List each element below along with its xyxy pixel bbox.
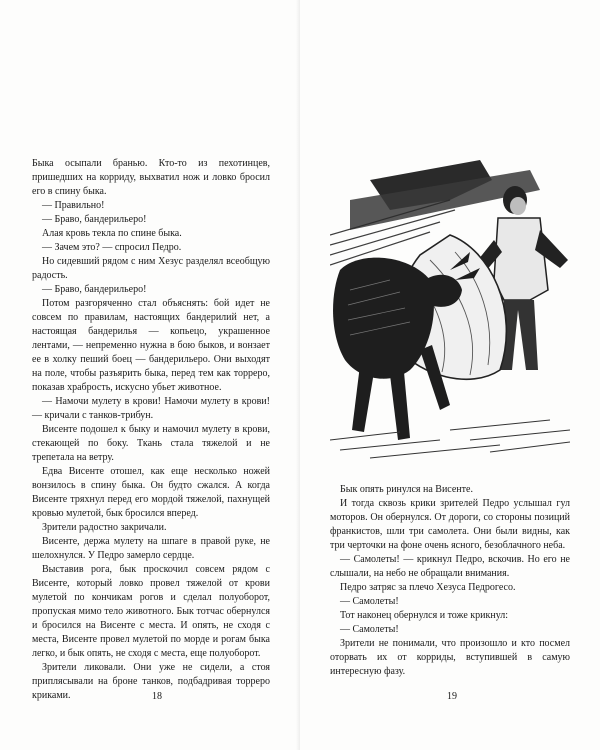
paragraph: Висенте подошел к быку и намочил мулету в крови, стекающей по боку. Ткань стала тяжелой и не трепетала на ветру. — [32, 424, 270, 463]
left-page-text — [32, 157, 270, 703]
paragraph: Выставив рога, бык проскочил совсем рядом с Висенте, который ловко провел тяжелой от крови мулетой по кончикам рогов и сделал полуоборот, пропуская мимо тело животного. Бык тотчас обернулся и бросился на Висенте с места. И опять, не сходя с места, Висенте провел мулетой по морде и рогам быка легко, и бык опять, не сходя с места, еще полуоборот. — [32, 564, 270, 659]
paragraph: — Зачем это? — спросил Педро. — [42, 242, 182, 253]
paragraph: — Браво, бандерильеро! — [42, 214, 147, 225]
page-number-right: 19 — [447, 691, 457, 702]
paragraph: — Правильно! — [42, 200, 105, 211]
paragraph: — Браво, бандерильеро! — [42, 284, 147, 295]
page-number-left: 18 — [152, 691, 162, 702]
right-page-text — [330, 483, 570, 679]
paragraph: Едва Висенте отошел, как еще несколько ножей вонзилось в спину быка. Он будто сжался. А когда Висенте тряхнул перед его мордой тяжелой, пахнущей кровью мулетой, бык бросился вперед. — [32, 466, 270, 519]
paragraph: — Самолеты! — [340, 624, 399, 635]
paragraph: — Намочи мулету в крови! Намочи мулету в крови! — кричали с танков-трибун. — [32, 396, 270, 421]
paragraph: Бык опять ринулся на Висенте. — [340, 484, 473, 495]
paragraph: Педро затряс за плечо Хезуса Педрогесо. — [340, 582, 516, 593]
paragraph: И тогда сквозь крики зрителей Педро услышал гул моторов. Он обернулся. От дороги, со стороны позиций франкистов, шли три самолета. Они были видны, как три черточки на фоне очень ясного, безоблачного неба. — [330, 498, 570, 551]
paragraph: Тот наконец обернулся и тоже крикнул: — [340, 610, 509, 621]
paragraph: Алая кровь текла по спине быка. — [42, 228, 182, 239]
paragraph: Зрители радостно закричали. — [42, 522, 167, 533]
paragraph: Быка осыпали бранью. Кто-то из пехотинцев, пришедших на корриду, выхватил нож и ловко бросил его в спину быка. — [32, 158, 270, 197]
paragraph: Зрители не понимали, что произошло и кто посмел оторвать их от корриды, вступившей в самую интересную фазу. — [330, 638, 570, 677]
bullfight-illustration — [330, 140, 570, 470]
paragraph: Зрители ликовали. Они уже не сидели, а стоя приплясывали на броне танков, подбадривая торреро криками. — [32, 662, 270, 701]
paragraph: Висенте, держа мулету на шпаге в правой руке, не шелохнулся. У Педро замерло сердце. — [32, 536, 270, 561]
paragraph: Потом разгоряченно стал объяснять: бой идет не совсем по правилам, настоящих бандерилий нет, а настоящая бандерилья — копьецо, украшенное лентами, — непременно нужна в бою быков, и вонзает ее в холку пеший боец — бандерильеро. Они выходят на поле, чтобы разъярить быка, перед тем как торреро, показав храбрость, искусно убьет животное. — [32, 298, 270, 393]
paragraph: Но сидевший рядом с ним Хезус разделял всеобщую радость. — [32, 256, 270, 281]
paragraph: — Самолеты! — крикнул Педро, вскочив. Но его не слышали, на небо не обращали внимания. — [330, 554, 570, 579]
paragraph: — Самолеты! — [340, 596, 399, 607]
